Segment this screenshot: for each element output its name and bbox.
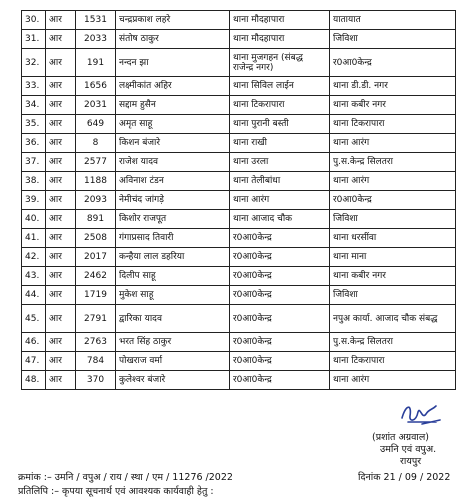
to-post-cell: थाना डी.डी. नगर: [330, 77, 456, 96]
to-post-cell: जिविशा: [330, 210, 456, 229]
table-row: [22, 30, 456, 49]
rank-cell: आर: [46, 191, 76, 210]
badge-cell: 191: [76, 49, 116, 77]
badge-cell: 1531: [76, 11, 116, 30]
table-row: [22, 229, 456, 248]
rank-cell: आर: [46, 172, 76, 191]
from-post-cell: र0आ0केन्द्र: [230, 229, 330, 248]
badge-cell: 2508: [76, 229, 116, 248]
from-post-cell: थाना उरला: [230, 153, 330, 172]
signature-mark: [396, 400, 442, 428]
serial-cell: 47.: [22, 352, 46, 371]
badge-cell: 2763: [76, 333, 116, 352]
badge-cell: 784: [76, 352, 116, 371]
table-row: [22, 248, 456, 267]
rank-cell: आर: [46, 248, 76, 267]
from-post-cell: र0आ0केन्द्र: [230, 248, 330, 267]
badge-cell: 2017: [76, 248, 116, 267]
to-post-cell: थाना माना: [330, 248, 456, 267]
rank-cell: आर: [46, 115, 76, 134]
badge-cell: 649: [76, 115, 116, 134]
table-row: [22, 191, 456, 210]
to-post-cell: जिविशा: [330, 30, 456, 49]
table-row: [22, 49, 456, 77]
to-post-cell: थाना कबीर नगर: [330, 96, 456, 115]
serial-cell: 40.: [22, 210, 46, 229]
name-cell: किशोर राजपूत: [116, 210, 230, 229]
to-post-cell: थाना टिकरापारा: [330, 115, 456, 134]
to-post-cell: र0आ0केन्द्र: [330, 191, 456, 210]
transfer-table: [21, 10, 456, 390]
from-post-cell: थाना टिकरापारा: [230, 96, 330, 115]
serial-cell: 31.: [22, 30, 46, 49]
serial-cell: 43.: [22, 267, 46, 286]
name-cell: सद्दाम हुसैन: [116, 96, 230, 115]
badge-cell: 370: [76, 371, 116, 390]
rank-cell: आर: [46, 267, 76, 286]
from-post-cell: थाना आरंग: [230, 191, 330, 210]
table-row: [22, 77, 456, 96]
from-post-cell: थाना मुजगहन (संबद्ध राजेन्द्र नगर): [230, 49, 330, 77]
table-row: [22, 172, 456, 191]
order-number: क्रमांक :– उमनि / वपुअ / राय / स्था / एम / 11276 /2022: [18, 472, 233, 483]
name-cell: राजेश यादव: [116, 153, 230, 172]
from-post-cell: र0आ0केन्द्र: [230, 267, 330, 286]
name-cell: किशन बंजारे: [116, 134, 230, 153]
signatory-city: रायपुर: [400, 456, 422, 467]
name-cell: अमृत साहू: [116, 115, 230, 134]
signatory-name: (प्रशांत अग्रवाल): [372, 432, 429, 443]
name-cell: चन्द्रप्रकाश लहरे: [116, 11, 230, 30]
rank-cell: आर: [46, 229, 76, 248]
serial-cell: 39.: [22, 191, 46, 210]
from-post-cell: र0आ0केन्द्र: [230, 305, 330, 333]
copy-to-line: प्रतिलिपि :– कृपया सूचनार्थ एवं आवश्यक कार्यवाही हेतु :: [18, 486, 214, 497]
serial-cell: 32.: [22, 49, 46, 77]
badge-cell: 1656: [76, 77, 116, 96]
to-post-cell: यातायात: [330, 11, 456, 30]
serial-cell: 48.: [22, 371, 46, 390]
name-cell: द्वारिका यादव: [116, 305, 230, 333]
rank-cell: आर: [46, 30, 76, 49]
serial-cell: 35.: [22, 115, 46, 134]
serial-cell: 30.: [22, 11, 46, 30]
badge-cell: 1719: [76, 286, 116, 305]
order-date: दिनांक 21 / 09 / 2022: [358, 472, 451, 483]
rank-cell: आर: [46, 352, 76, 371]
table-row: [22, 371, 456, 390]
table-row: [22, 153, 456, 172]
from-post-cell: थाना आजाद चौक: [230, 210, 330, 229]
rank-cell: आर: [46, 333, 76, 352]
badge-cell: 2033: [76, 30, 116, 49]
to-post-cell: थाना आरंग: [330, 371, 456, 390]
from-post-cell: थाना पुरानी बस्ती: [230, 115, 330, 134]
name-cell: अविनाश टंडन: [116, 172, 230, 191]
table-row: [22, 267, 456, 286]
to-post-cell: थाना धरसींवा: [330, 229, 456, 248]
from-post-cell: थाना मौदहापारा: [230, 30, 330, 49]
from-post-cell: थाना राखी: [230, 134, 330, 153]
rank-cell: आर: [46, 77, 76, 96]
name-cell: पोखराज वर्मा: [116, 352, 230, 371]
badge-cell: 2791: [76, 305, 116, 333]
rank-cell: आर: [46, 153, 76, 172]
serial-cell: 38.: [22, 172, 46, 191]
rank-cell: आर: [46, 305, 76, 333]
serial-cell: 37.: [22, 153, 46, 172]
serial-cell: 45.: [22, 305, 46, 333]
rank-cell: आर: [46, 134, 76, 153]
to-post-cell: थाना कबीर नगर: [330, 267, 456, 286]
badge-cell: 2577: [76, 153, 116, 172]
name-cell: भरत सिंह ठाकुर: [116, 333, 230, 352]
name-cell: संतोष ठाकुर: [116, 30, 230, 49]
signatory-designation: उमनि एवं वपुअ.: [380, 444, 437, 455]
from-post-cell: थाना तेलीबांधा: [230, 172, 330, 191]
name-cell: नेमीचंद जांगड़े: [116, 191, 230, 210]
to-post-cell: थाना टिकरापारा: [330, 352, 456, 371]
badge-cell: 2462: [76, 267, 116, 286]
badge-cell: 2093: [76, 191, 116, 210]
to-post-cell: पु.स.केन्द्र सिलतरा: [330, 153, 456, 172]
table-row: [22, 11, 456, 30]
to-post-cell: नपुअ कार्या. आजाद चौक संबद्ध: [330, 305, 456, 333]
serial-cell: 46.: [22, 333, 46, 352]
name-cell: गंगाप्रसाद तिवारी: [116, 229, 230, 248]
rank-cell: आर: [46, 210, 76, 229]
table-row: [22, 286, 456, 305]
rank-cell: आर: [46, 371, 76, 390]
from-post-cell: थाना सिविल लाईन: [230, 77, 330, 96]
serial-cell: 41.: [22, 229, 46, 248]
to-post-cell: जिविशा: [330, 286, 456, 305]
serial-cell: 33.: [22, 77, 46, 96]
badge-cell: 891: [76, 210, 116, 229]
table-row: [22, 96, 456, 115]
rank-cell: आर: [46, 11, 76, 30]
to-post-cell: र0आ0केन्द्र: [330, 49, 456, 77]
name-cell: कन्हैया लाल डहरिया: [116, 248, 230, 267]
transfer-table-body: [22, 11, 456, 390]
rank-cell: आर: [46, 286, 76, 305]
from-post-cell: र0आ0केन्द्र: [230, 286, 330, 305]
serial-cell: 44.: [22, 286, 46, 305]
name-cell: लक्ष्मीकांत अहिर: [116, 77, 230, 96]
table-row: [22, 333, 456, 352]
to-post-cell: पु.स.केन्द्र सिलतरा: [330, 333, 456, 352]
rank-cell: आर: [46, 49, 76, 77]
to-post-cell: थाना आरंग: [330, 172, 456, 191]
from-post-cell: र0आ0केन्द्र: [230, 352, 330, 371]
table-row: [22, 210, 456, 229]
from-post-cell: र0आ0केन्द्र: [230, 371, 330, 390]
badge-cell: 2031: [76, 96, 116, 115]
name-cell: कुलेश्वर बंजारे: [116, 371, 230, 390]
name-cell: मुकेश साहू: [116, 286, 230, 305]
badge-cell: 8: [76, 134, 116, 153]
name-cell: दिलीप साहू: [116, 267, 230, 286]
to-post-cell: थाना आरंग: [330, 134, 456, 153]
serial-cell: 34.: [22, 96, 46, 115]
badge-cell: 1188: [76, 172, 116, 191]
rank-cell: आर: [46, 96, 76, 115]
from-post-cell: र0आ0केन्द्र: [230, 333, 330, 352]
table-row: [22, 134, 456, 153]
serial-cell: 42.: [22, 248, 46, 267]
from-post-cell: थाना मौदहापारा: [230, 11, 330, 30]
table-row: [22, 352, 456, 371]
table-row: [22, 115, 456, 134]
name-cell: नन्दन झा: [116, 49, 230, 77]
serial-cell: 36.: [22, 134, 46, 153]
table-row: [22, 305, 456, 333]
